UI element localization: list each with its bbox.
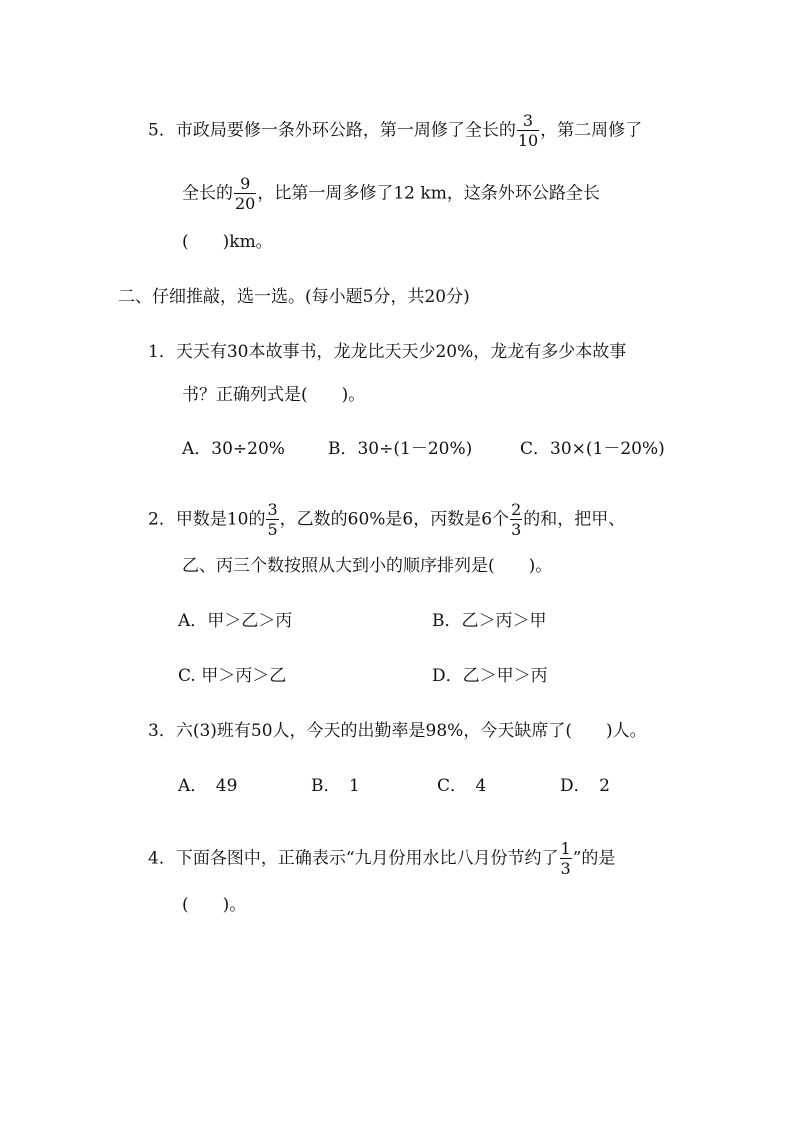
q2-fraction-2	[510, 502, 522, 538]
q2-fraction-1-numerator: 3	[267, 500, 278, 519]
q1-option-c[interactable]: C．30×(1－20%)	[520, 439, 665, 459]
q5-fraction-1	[517, 113, 539, 149]
q2-option-b[interactable]: B．乙＞丙＞甲	[432, 611, 547, 631]
q5-line1	[148, 113, 642, 149]
q2-option-a[interactable]: A．甲＞乙＞丙	[178, 611, 293, 631]
q2-fraction-1-denominator: 5	[267, 520, 278, 539]
q2-line1	[148, 502, 625, 538]
q5-fraction-1-denominator: 10	[517, 131, 539, 150]
q2-option-d[interactable]: D．乙＞甲＞丙	[432, 666, 548, 686]
q4-fraction-1-numerator: 1	[560, 839, 571, 858]
q4-text-part2: ”的是	[572, 848, 616, 869]
q2-text-part3: 的和，把甲、	[523, 509, 626, 530]
q4-text-part1: 4．下面各图中，正确表示“九月份用水比八月份节约了	[148, 848, 559, 869]
q2-text-part1: 2．甲数是10的	[148, 509, 266, 530]
q5-fraction-2	[234, 176, 256, 212]
q2-fraction-1	[266, 502, 278, 538]
q5-text-part3: 全长的	[182, 183, 233, 204]
q3-line1: 3．六(3)班有50人，今天的出勤率是98%，今天缺席了( )人。	[148, 721, 647, 741]
section2-heading: 二、仔细推敲，选一选。(每小题5分，共20分)	[118, 287, 470, 307]
q2-fraction-2-denominator: 3	[511, 520, 522, 539]
q4-line1	[148, 841, 615, 877]
q3-option-d[interactable]: D． 2	[560, 776, 610, 796]
q5-text-part1: 5．市政局要修一条外环公路，第一周修了全长的	[148, 120, 516, 141]
q5-line3: ( )km。	[182, 232, 273, 252]
q1-option-a[interactable]: A．30÷20%	[182, 439, 285, 459]
q1-line1: 1．天天有30本故事书，龙龙比天天少20%，龙龙有多少本故事	[148, 342, 627, 362]
q4-line2: ( )。	[182, 895, 247, 915]
q2-text-part2: ，乙数的60%是6，丙数是6个	[279, 509, 510, 530]
q2-fraction-2-numerator: 2	[511, 500, 522, 519]
q5-text-part4: ，比第一周多修了12 km，这条外环公路全长	[257, 183, 600, 204]
q5-fraction-2-numerator: 9	[234, 176, 256, 194]
q5-fraction-1-numerator: 3	[517, 113, 539, 131]
q4-fraction-1-denominator: 3	[560, 859, 571, 878]
q1-option-b[interactable]: B．30÷(1－20%)	[328, 439, 473, 459]
q5-line2	[182, 176, 600, 212]
q3-option-a[interactable]: A． 49	[178, 776, 238, 796]
q4-fraction-1	[560, 841, 572, 877]
q2-option-c[interactable]: C. 甲＞丙＞乙	[178, 666, 287, 686]
q5-text-part2: ，第二周修了	[540, 120, 643, 141]
q3-option-c[interactable]: C． 4	[437, 776, 487, 796]
q2-line2: 乙、丙三个数按照从大到小的顺序排列是( )。	[182, 556, 553, 576]
q3-option-b[interactable]: B． 1	[311, 776, 360, 796]
q1-line2: 书？正确列式是( )。	[182, 385, 366, 405]
q5-fraction-2-denominator: 20	[235, 194, 256, 213]
